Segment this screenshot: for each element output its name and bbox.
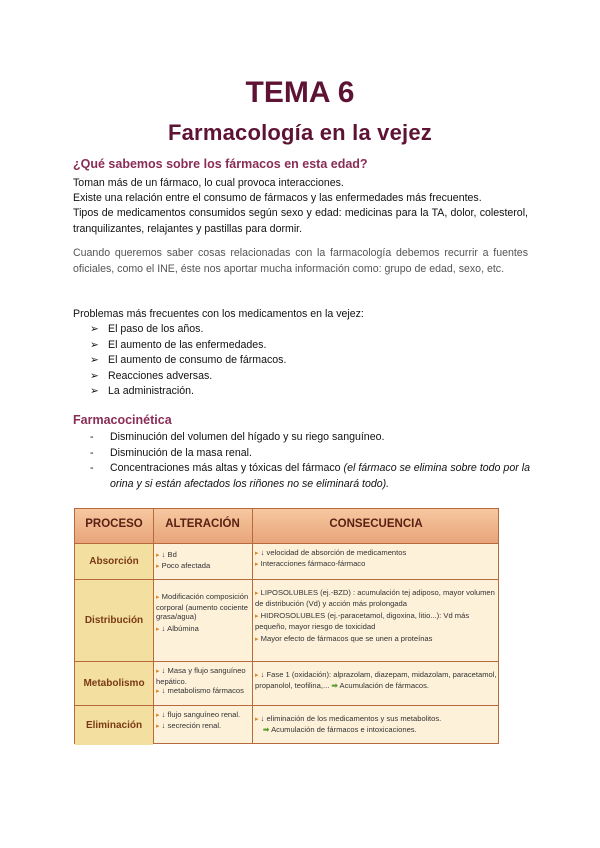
table-row (75, 543, 498, 579)
arrow-right-icon: ➡ (331, 680, 338, 690)
list-item: ➢ El aumento de las enfermedades. (90, 338, 267, 351)
cell-consecuencia: ▸ ↓ Fase 1 (oxidación): alprazolam, diazepam, midazolam, paracetamol, propanolol, teofilina,... ➡ Acumulación de fármacos. (255, 670, 497, 690)
column-divider (153, 509, 154, 743)
cell-proceso: Eliminación (75, 706, 153, 745)
table-row (75, 579, 498, 661)
cell-proceso: Metabolismo (75, 662, 153, 705)
list-item: - Concentraciones más altas y tóxicas del fármaco (el fármaco se elimina sobre todo por la orina y si están afectados los riñones no se eliminará todo). (90, 462, 530, 490)
cell-alteracion: ▸ ↓ Bd ▸ Poco afectada (156, 550, 211, 570)
cell-alteracion: ▸ ↓ Masa y flujo sanguíneo hepático. ▸ ↓ metabolismo fármacos (156, 666, 246, 696)
section1-line3: Tipos de medicamentos consumidos según sexo y edad: medicinas para la TA, dolor, colesterol, tranquilizantes, relajantes y pastillas para dormir. (73, 207, 528, 235)
list-item: ➢ Reacciones adversas. (90, 369, 213, 382)
pharmacokinetics-table (74, 508, 499, 744)
cell-proceso: Absorción (75, 544, 153, 579)
cell-consecuencia: ▸ LIPOSOLUBLES (ej.-BZD) : acumulación tej adiposo, mayor volumen de distribución (Vd) y acción más prolongada ▸ HIDROSOLUBLES (ej.-paracetamol, digoxina, litio...): Vd más pequeño, mayor riesgo de toxicidad ▸ Mayor efecto de fármacos que se unen a proteínas (255, 588, 495, 644)
cell-alteracion: ▸ Modificación composición corporal (aumento cociente grasa/agua) ▸ ↓ Albúmina (156, 592, 249, 633)
cell-consecuencia: ▸ ↓ velocidad de absorción de medicamentos ▸ Interacciones fármaco-fármaco (255, 548, 407, 568)
header-consecuencia: CONSECUENCIA (329, 518, 423, 530)
column-divider (252, 509, 253, 743)
farmacocinetica-list (90, 430, 530, 492)
list-item: ➢ La administración. (90, 385, 194, 397)
problems-intro: Problemas más frecuentes con los medicamentos en la vejez: (73, 308, 364, 320)
problems-list (90, 322, 530, 400)
header-alteracion: ALTERACIÓN (165, 518, 240, 530)
table-row (75, 705, 498, 745)
section1-line1: Toman más de un fármaco, lo cual provoca interacciones. (73, 177, 344, 189)
page-subtitle: Farmacología en la vejez (167, 120, 433, 145)
cell-proceso: Distribución (75, 580, 153, 661)
section1-line2: Existe una relación entre el consumo de fármacos y las enfermedades más frecuentes. (73, 192, 482, 204)
list-item: - Disminución del volumen del hígado y su riego sanguíneo. (90, 431, 385, 443)
list-item: ➢ El paso de los años. (90, 323, 204, 335)
list-item: ➢ El aumento de consumo de fármacos. (90, 354, 287, 366)
cell-alteracion: ▸ ↓ flujo sanguíneo renal. ▸ ↓ secreción renal. (156, 710, 241, 730)
section-heading-1: ¿Qué sabemos sobre los fármacos en esta edad? (73, 157, 368, 171)
header-proceso: PROCESO (85, 518, 143, 530)
page-title: TEMA 6 (245, 76, 355, 109)
farmacocinetica-heading: Farmacocinética (73, 413, 172, 427)
table-row (75, 661, 498, 705)
arrow-right-icon: ➡ (263, 724, 270, 734)
cell-consecuencia: ▸ ↓ eliminación de los medicamentos y sus metabolitos. ➡ Acumulación de fármacos e intoxicaciones. (255, 714, 442, 734)
table-header (75, 509, 498, 543)
list-item: - Disminución de la masa renal. (90, 446, 252, 459)
ine-paragraph: Cuando queremos saber cosas relacionadas con la farmacología debemos recurrir a fuentes oficiales, como el INE, éste nos aportar mucha información como: grupo de edad, sexo, etc. (73, 247, 528, 275)
